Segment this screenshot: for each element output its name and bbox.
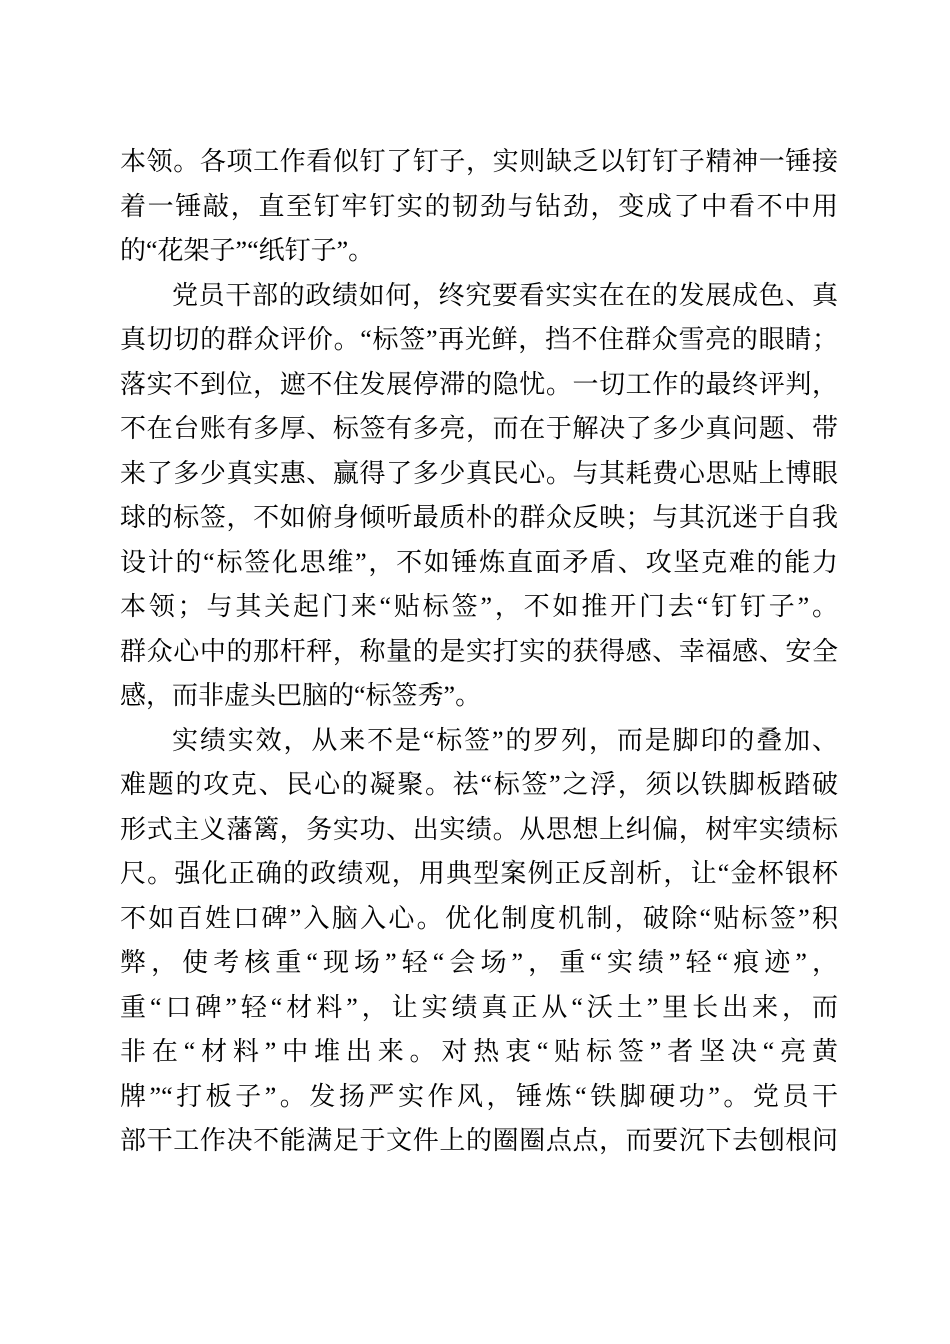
- paragraph: [120, 274, 838, 719]
- paragraph: [120, 140, 838, 274]
- text-line: 弊，使考核重“现场”轻“会场”，重“实绩”轻“痕迹”，: [120, 948, 838, 977]
- paragraph: [120, 719, 838, 1164]
- text-line: 球的标签，不如俯身倾听最质朴的群众反映；与其沉迷于自我: [120, 503, 838, 532]
- text-line: 形式主义藩篱，务实功、出实绩。从思想上纠偏，树牢实绩标: [120, 814, 838, 844]
- text-line: 的“花架子”“纸钉子”。: [120, 236, 375, 265]
- text-line: 部干工作决不能满足于文件上的圈圈点点，而要沉下去刨根问: [120, 1126, 838, 1155]
- document-body-text: [120, 140, 838, 1164]
- text-line: 本领。各项工作看似钉了钉子，实则缺乏以钉钉子精神一锤接: [120, 147, 838, 176]
- text-line: 群众心中的那杆秤，称量的是实打实的获得感、幸福感、安全: [120, 636, 838, 666]
- text-line: 本领；与其关起门来“贴标签”，不如推开门去“钉钉子”。: [120, 592, 838, 621]
- text-line: 落实不到位，遮不住发展停滞的隐忧。一切工作的最终评判，: [120, 369, 838, 399]
- text-line: 重“口碑”轻“材料”，让实绩真正从“沃土”里长出来，而: [120, 992, 838, 1022]
- text-line: 真切切的群众评价。“标签”再光鲜，挡不住群众雪亮的眼睛；: [120, 325, 838, 354]
- text-line: 不如百姓口碑”入脑入心。优化制度机制，破除“贴标签”积: [120, 903, 838, 933]
- text-line: 实绩实效，从来不是“标签”的罗列，而是脚印的叠加、: [172, 725, 838, 755]
- text-line: 感，而非虚头巴脑的“标签秀”。: [120, 681, 482, 710]
- text-line: 难题的攻克、民心的凝聚。祛“标签”之浮，须以铁脚板踏破: [120, 770, 838, 799]
- text-line: 着一锤敲，直至钉牢钉实的韧劲与钻劲，变成了中看不中用: [120, 191, 838, 221]
- text-line: 来了多少真实惠、赢得了多少真民心。与其耗费心思贴上博眼: [120, 458, 838, 488]
- text-line: 尺。强化正确的政绩观，用典型案例正反剖析，让“金杯银杯: [120, 859, 838, 888]
- text-line: 不在台账有多厚、标签有多亮，而在于解决了多少真问题、带: [120, 414, 838, 443]
- text-line: 牌”“打板子”。发扬严实作风，锤炼“铁脚硬功”。党员干: [120, 1081, 838, 1111]
- text-line: 设计的“标签化思维”，不如锤炼直面矛盾、攻坚克难的能力: [120, 547, 838, 577]
- text-line: 党员干部的政绩如何，终究要看实实在在的发展成色、真: [172, 280, 838, 310]
- text-line: 非在“材料”中堆出来。对热衷“贴标签”者坚决“亮黄: [120, 1037, 838, 1066]
